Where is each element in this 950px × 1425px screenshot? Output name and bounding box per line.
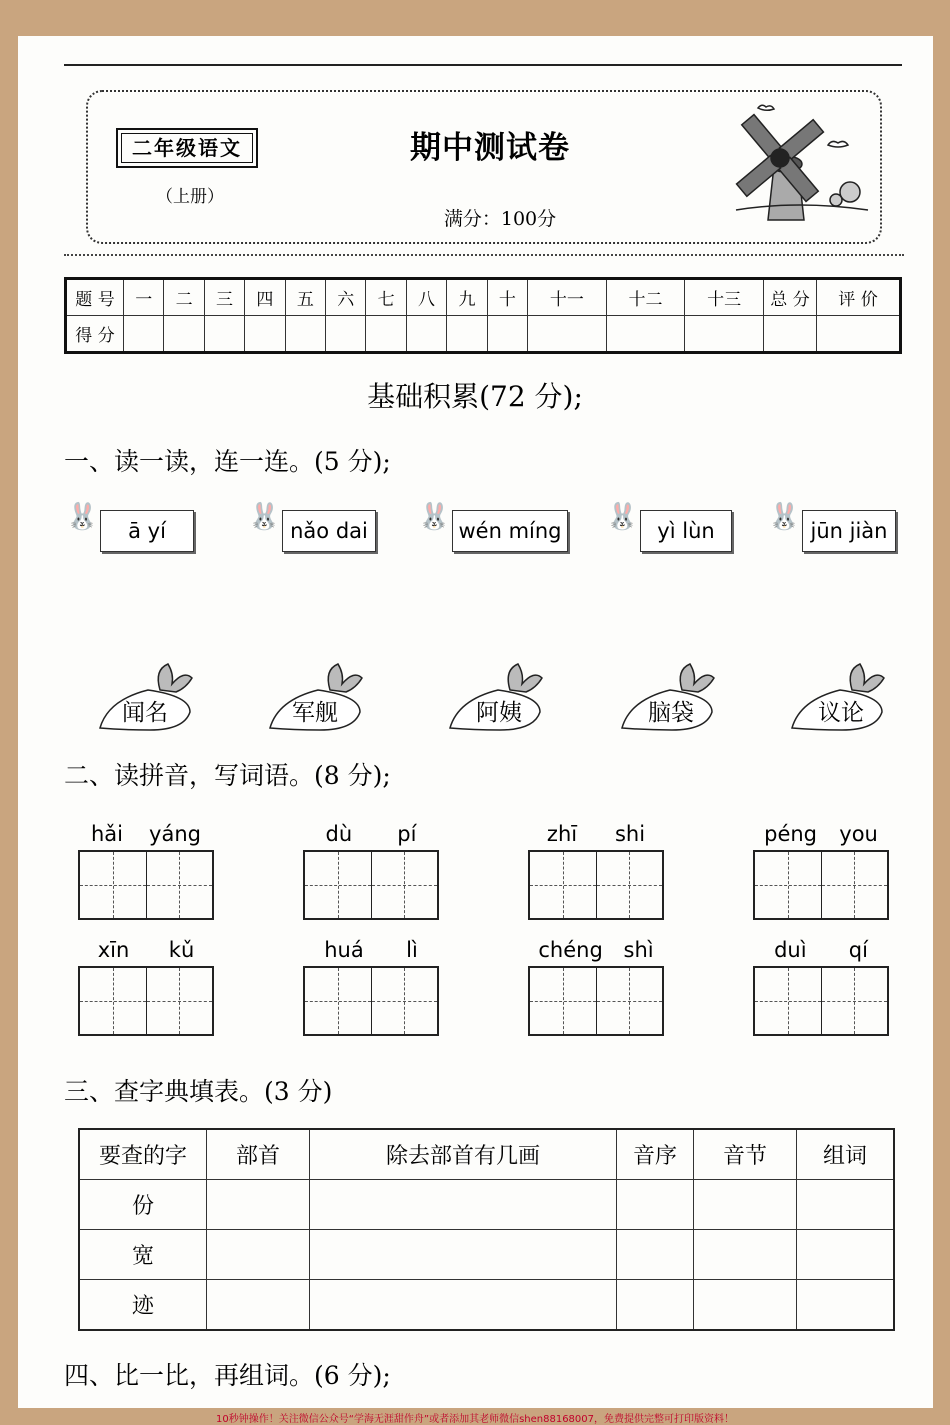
pinyin-syllable: dù xyxy=(325,822,353,846)
answer-cell[interactable] xyxy=(617,1180,694,1230)
pinyin-syllable: yáng xyxy=(149,822,201,846)
answer-cell[interactable] xyxy=(207,1230,310,1280)
rabbit-icon: 🐰 xyxy=(768,502,801,532)
answer-cell[interactable] xyxy=(310,1280,617,1331)
grade-label: 二年级语文 xyxy=(116,128,258,168)
pinyin-card[interactable]: jūn jiàn xyxy=(802,510,896,552)
score-header-cell: 总 分 xyxy=(764,279,817,316)
page-title: 期中测试卷 xyxy=(410,130,570,166)
pinyin-syllable: péng xyxy=(764,822,818,846)
pinyin-syllable: hǎi xyxy=(91,822,124,846)
pinyin-writing-group xyxy=(528,822,664,920)
radish-word[interactable]: 议论 xyxy=(818,700,864,726)
answer-cell[interactable] xyxy=(207,1180,310,1230)
score-header-cell: 十 xyxy=(487,279,527,316)
dictionary-header-cell: 音节 xyxy=(694,1129,797,1180)
pinyin-syllable: duì xyxy=(774,938,807,962)
score-cell[interactable] xyxy=(366,316,406,353)
pinyin-writing-group xyxy=(528,938,664,1036)
question-1-title: 一、读一读，连一连。(5 分); xyxy=(64,447,391,476)
pinyin-syllable: huá xyxy=(324,938,364,962)
score-header-cell: 五 xyxy=(285,279,325,316)
pinyin-syllable: qí xyxy=(848,938,868,962)
pinyin-card[interactable]: ā yí xyxy=(100,510,194,552)
score-row-label: 得 分 xyxy=(66,316,124,353)
score-cell[interactable] xyxy=(487,316,527,353)
pinyin-writing-group xyxy=(78,822,214,920)
writing-cell[interactable] xyxy=(530,852,597,918)
writing-cell[interactable] xyxy=(755,968,822,1034)
answer-cell[interactable] xyxy=(797,1230,895,1280)
dictionary-table xyxy=(78,1128,895,1331)
score-cell[interactable] xyxy=(164,316,204,353)
score-cell[interactable] xyxy=(528,316,607,353)
pinyin-syllable: xīn xyxy=(97,938,130,962)
rabbit-icon: 🐰 xyxy=(66,502,99,532)
pinyin-syllable: shì xyxy=(623,938,654,962)
answer-cell[interactable] xyxy=(694,1180,797,1230)
dictionary-header-cell: 部首 xyxy=(207,1129,310,1180)
top-rule xyxy=(64,64,902,66)
radish-word[interactable]: 阿姨 xyxy=(476,700,522,726)
score-header-cell: 七 xyxy=(366,279,406,316)
writing-cell[interactable] xyxy=(305,852,372,918)
pinyin-syllable: shi xyxy=(614,822,646,846)
dictionary-header-cell: 要查的字 xyxy=(79,1129,207,1180)
table-row xyxy=(79,1180,894,1230)
score-header-cell: 四 xyxy=(245,279,285,316)
pinyin-card[interactable]: nǎo dai xyxy=(282,510,376,552)
answer-cell[interactable] xyxy=(310,1180,617,1230)
score-cell[interactable] xyxy=(764,316,817,353)
score-header-cell: 九 xyxy=(447,279,487,316)
full-score: 满分：100分 xyxy=(443,208,557,230)
table-row xyxy=(79,1280,894,1331)
score-table-score-row xyxy=(66,316,901,353)
score-header-cell: 评 价 xyxy=(817,279,901,316)
dictionary-header-row xyxy=(79,1129,894,1180)
score-header-cell: 十二 xyxy=(606,279,685,316)
score-cell[interactable] xyxy=(124,316,164,353)
score-cell[interactable] xyxy=(326,316,366,353)
score-header-cell: 八 xyxy=(406,279,446,316)
rabbit-icon: 🐰 xyxy=(606,502,639,532)
score-header-cell: 一 xyxy=(124,279,164,316)
pinyin-writing-group xyxy=(303,822,439,920)
footer-notice: 10秒钟操作！关注微信公众号“学海无涯甜作舟”或者添加其老师微信shen88168007，免费提供完整可打印版资料！ xyxy=(215,1414,735,1425)
writing-cell[interactable] xyxy=(372,852,438,918)
pinyin-syllable: pí xyxy=(397,822,417,846)
writing-cell[interactable] xyxy=(597,852,663,918)
pinyin-syllable: kǔ xyxy=(168,938,195,962)
score-header-cell: 十三 xyxy=(685,279,764,316)
pinyin-writing-group xyxy=(78,938,214,1036)
writing-cell[interactable] xyxy=(372,968,438,1034)
writing-cell[interactable] xyxy=(822,968,888,1034)
dictionary-header-cell: 组词 xyxy=(797,1129,895,1180)
score-cell[interactable] xyxy=(817,316,901,353)
score-header-cell: 三 xyxy=(204,279,244,316)
pinyin-writing-group xyxy=(753,938,889,1036)
answer-cell[interactable] xyxy=(207,1280,310,1331)
score-cell[interactable] xyxy=(204,316,244,353)
pinyin-syllable: chéng xyxy=(538,938,603,962)
question-3-title: 三、查字典填表。(3 分) xyxy=(64,1077,333,1106)
pinyin-syllable: lì xyxy=(406,938,418,962)
table-row xyxy=(79,1230,894,1280)
writing-cell[interactable] xyxy=(147,852,213,918)
pinyin-syllable: zhī xyxy=(546,822,578,846)
lookup-char: 迹 xyxy=(79,1280,207,1331)
header-separator xyxy=(64,254,904,256)
lookup-char: 份 xyxy=(79,1180,207,1230)
pinyin-card[interactable]: yì lùn xyxy=(640,510,732,552)
answer-cell[interactable] xyxy=(797,1180,895,1230)
answer-cell[interactable] xyxy=(617,1230,694,1280)
pinyin-writing-group xyxy=(753,822,889,920)
writing-cell[interactable] xyxy=(755,852,822,918)
section-heading: 基础积累(72 分); xyxy=(367,380,583,413)
radish-word[interactable]: 闻名 xyxy=(122,700,168,726)
radish-word[interactable]: 脑袋 xyxy=(648,700,694,726)
score-cell[interactable] xyxy=(606,316,685,353)
answer-cell[interactable] xyxy=(797,1280,895,1331)
score-table xyxy=(64,277,902,354)
question-4-title: 四、比一比，再组词。(6 分); xyxy=(64,1361,391,1390)
score-cell[interactable] xyxy=(447,316,487,353)
writing-cell[interactable] xyxy=(80,968,147,1034)
rabbit-icon: 🐰 xyxy=(418,502,451,532)
dictionary-header-cell: 音序 xyxy=(617,1129,694,1180)
lookup-char: 宽 xyxy=(79,1230,207,1280)
score-cell[interactable] xyxy=(285,316,325,353)
writing-cell[interactable] xyxy=(305,968,372,1034)
pinyin-writing-group xyxy=(303,938,439,1036)
score-cell[interactable] xyxy=(245,316,285,353)
writing-cell[interactable] xyxy=(597,968,663,1034)
pinyin-syllable: you xyxy=(839,822,878,846)
windmill-icon xyxy=(728,100,873,230)
answer-cell[interactable] xyxy=(694,1280,797,1331)
score-cell[interactable] xyxy=(406,316,446,353)
answer-cell[interactable] xyxy=(310,1230,617,1280)
rabbit-icon: 🐰 xyxy=(248,502,281,532)
writing-cell[interactable] xyxy=(822,852,888,918)
dictionary-header-cell: 除去部首有几画 xyxy=(310,1129,617,1180)
question-2-title: 二、读拼音，写词语。(8 分); xyxy=(64,761,391,790)
writing-cell[interactable] xyxy=(530,968,597,1034)
pinyin-card[interactable]: wén míng xyxy=(452,510,568,552)
score-cell[interactable] xyxy=(685,316,764,353)
answer-cell[interactable] xyxy=(617,1280,694,1331)
score-header-cell: 十一 xyxy=(528,279,607,316)
writing-cell[interactable] xyxy=(80,852,147,918)
radish-word[interactable]: 军舰 xyxy=(292,700,338,726)
score-header-cell: 六 xyxy=(326,279,366,316)
score-table-header-row xyxy=(66,279,901,316)
answer-cell[interactable] xyxy=(694,1230,797,1280)
score-header-cell: 二 xyxy=(164,279,204,316)
volume-label: （上册） xyxy=(156,187,224,207)
writing-cell[interactable] xyxy=(147,968,213,1034)
score-header-cell: 题 号 xyxy=(66,279,124,316)
